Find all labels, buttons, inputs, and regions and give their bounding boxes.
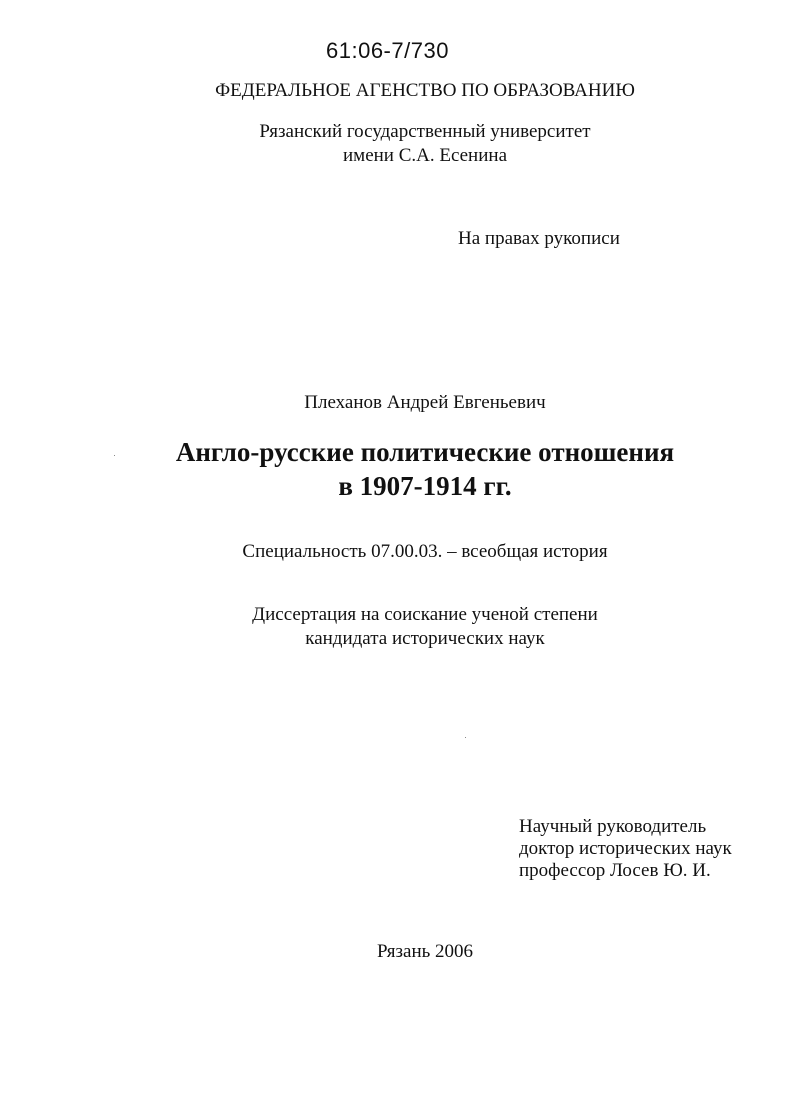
dissertation-line2: кандидата исторических наук [305, 628, 545, 649]
specialty: Специальность 07.00.03. – всеобщая история [242, 541, 608, 562]
author-name: Плеханов Андрей Евгеньевич [304, 392, 546, 413]
agency-name: ФЕДЕРАЛЬНОЕ АГЕНСТВО ПО ОБРАЗОВАНИЮ [215, 80, 635, 101]
thesis-title-line1: Англо-русские политические отношения [175, 437, 675, 467]
dissertation-line1: Диссертация на соискание ученой степени [252, 604, 598, 625]
supervisor-line2: доктор исторических наук [519, 838, 732, 859]
university-name-line2: имени С.А. Есенина [343, 145, 507, 166]
thesis-title-line2: в 1907-1914 гг. [338, 471, 512, 501]
city-year: Рязань 2006 [376, 941, 474, 962]
rights-note: На правах рукописи [458, 228, 620, 249]
supervisor-line1: Научный руководитель [519, 816, 707, 837]
catalog-number: 61:06-7/730 [326, 38, 449, 63]
supervisor-line3: профессор Лосев Ю. И. [519, 860, 711, 881]
university-name-line1: Рязанский государственный университет [259, 121, 591, 142]
scan-speck [465, 737, 466, 738]
scan-speck [114, 455, 115, 456]
